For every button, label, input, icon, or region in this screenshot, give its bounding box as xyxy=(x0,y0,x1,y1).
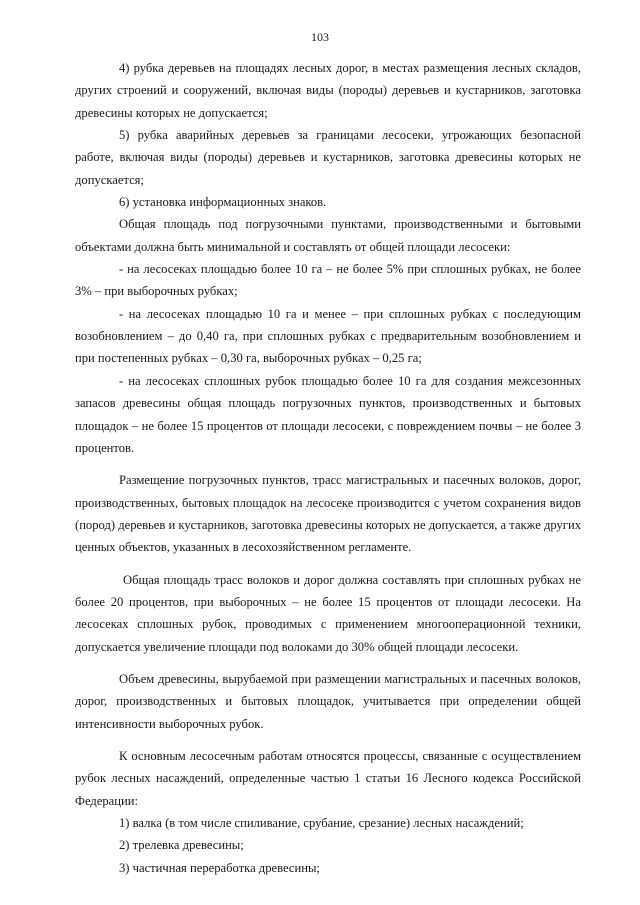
body-text xyxy=(75,57,581,879)
paragraph: - на лесосеках сплошных рубок площадью более 10 га для создания межсезонных запасов древесины общая площадь погрузочных пунктов, производственных и бытовых площадок – не более 15 процентов от площади лесосеки, с повреждением почвы – не более 3 процентов. xyxy=(75,373,581,455)
paragraph: Общая площадь под погрузочными пунктами, производственными и бытовыми объектами должна быть минимальной и составлять от общей площади лесосеки: xyxy=(75,217,581,254)
paragraph: - на лесосеках площадью 10 га и менее – при сплошных рубках с последующим возобновлением – до 0,40 га, при сплошных рубках с предварительным возобновлением и при постепенных рубках – 0,30 га, выборочных рубках – 0,25 га; xyxy=(75,306,581,366)
paragraph: 2) трелевка древесины; xyxy=(119,838,244,853)
paragraph: - на лесосеках площадью более 10 га – не более 5% при сплошных рубках, не более 3% – при выборочных рубках; xyxy=(75,262,581,299)
paragraph: 6) установка информационных знаков. xyxy=(119,195,327,210)
paragraph: 1) валка (в том числе спиливание, срубание, срезание) лесных насаждений; xyxy=(119,816,524,830)
paragraph: К основным лесосечным работам относятся процессы, связанные с осуществлением рубок лесных насаждений, определенные частью 1 статьи 16 Лесного кодекса Российской Федерации: xyxy=(75,748,581,808)
paragraph: Размещение погрузочных пунктов, трасс магистральных и пасечных волоков, дорог, производственных, бытовых площадок на лесосеке производится с учетом сохранения видов (пород) деревьев и кустарников, заготовка древесины которых не допускается, а также других ценных объектов, указанных в лесохозяйственном регламенте. xyxy=(75,473,581,555)
paragraph: Общая площадь трасс волоков и дорог должна составлять при сплошных рубках не более 20 процентов, при выборочных – не более 15 процентов от площади лесосеки. На лесосеках сплошных рубок, проводимых с применением многооперационной техники, допускается увеличение площади под волоками до 30% общей площади лесосеки. xyxy=(75,572,581,654)
paragraph: 5) рубка аварийных деревьев за границами лесосеки, угрожающих безопасной работе, включая виды (породы) деревьев и кустарников, заготовка древесины которых не допускается; xyxy=(75,128,581,187)
paragraph: 4) рубка деревьев на площадях лесных дорог, в местах размещения лесных складов, других строений и сооружений, включая виды (породы) деревьев и кустарников, заготовка древесины которых не допускается; xyxy=(75,61,581,120)
page-number: 103 xyxy=(311,30,329,44)
paragraph: 3) частичная переработка древесины; xyxy=(119,860,320,875)
paragraph: Объем древесины, вырубаемой при размещении магистральных и пасечных волоков, дорог, производственных и бытовых площадок, учитывается при определении общей интенсивности выборочных рубок. xyxy=(75,671,581,731)
